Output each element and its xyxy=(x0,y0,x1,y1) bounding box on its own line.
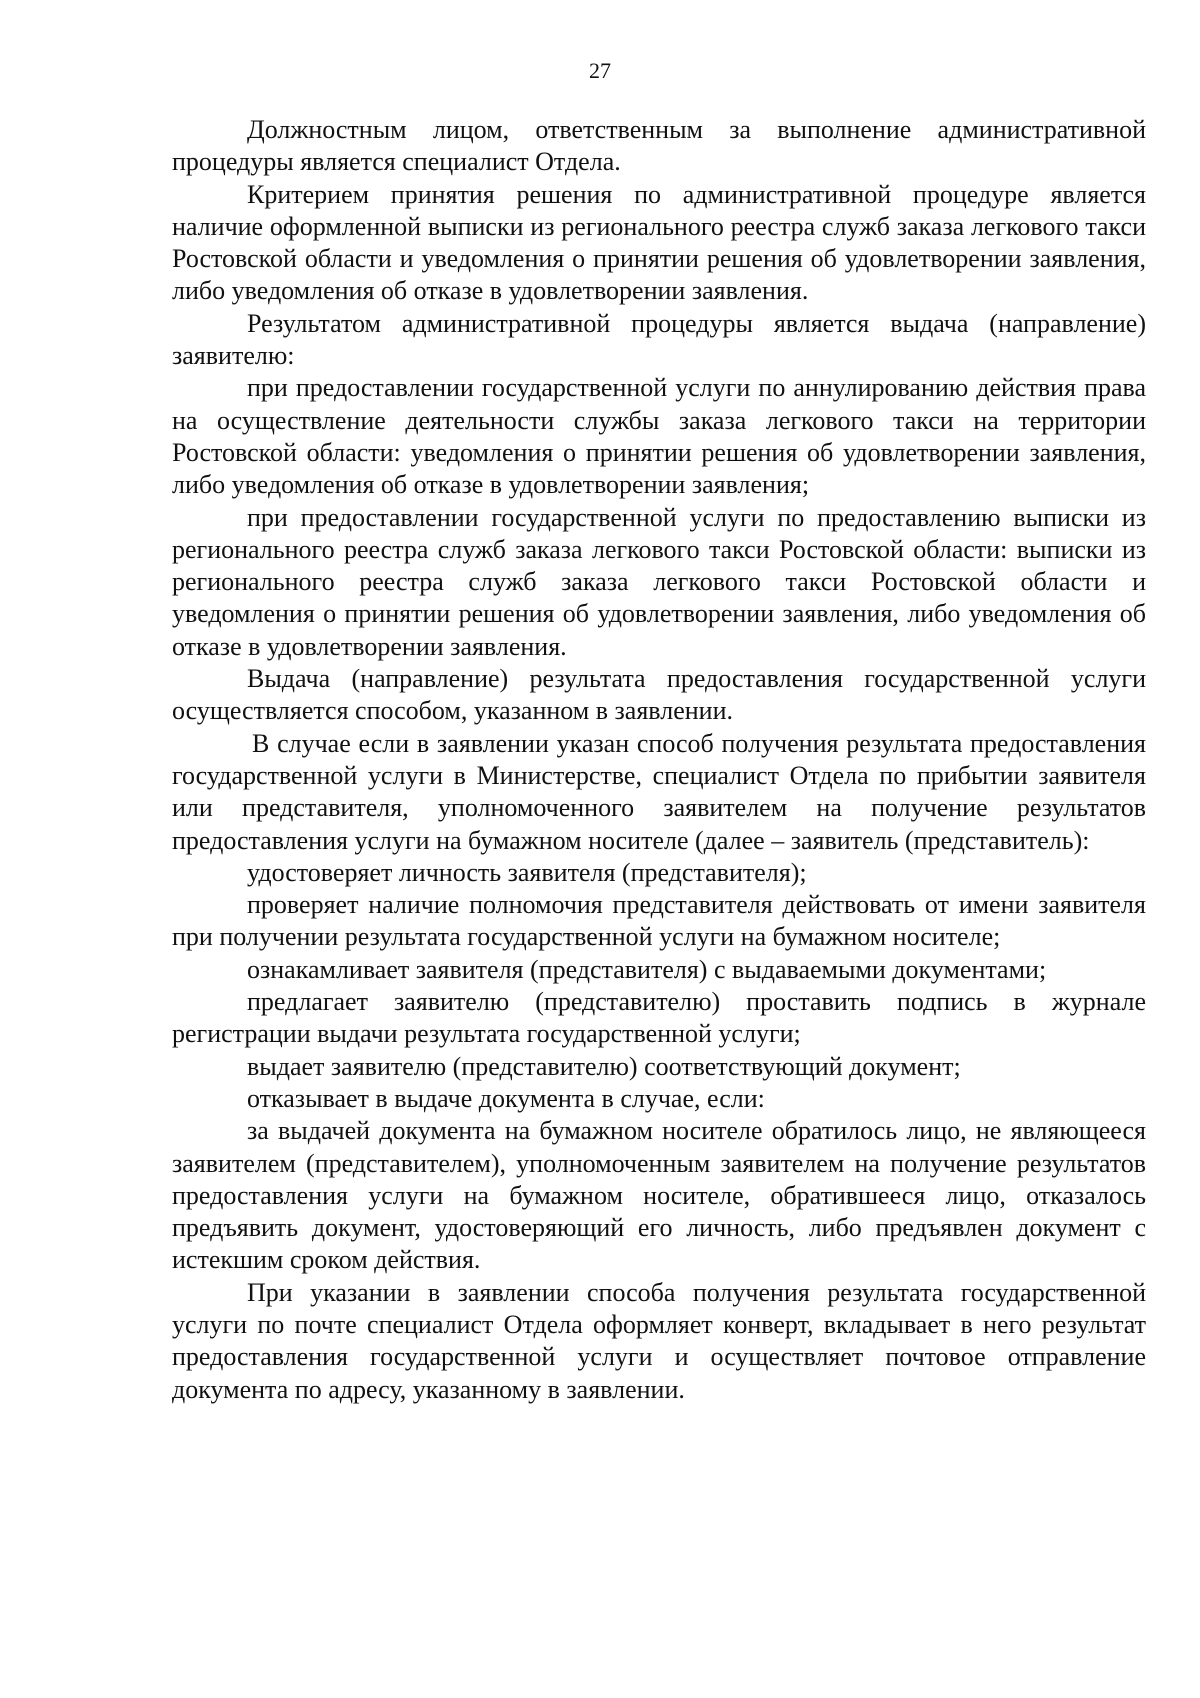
list-item-check-authority: проверяет наличие полномочия представителя действовать от имени заявителя при получении результата государственной услуги на бумажном носителе; xyxy=(172,890,1146,952)
list-item-verify-identity: удостоверяет личность заявителя (представителя); xyxy=(247,857,807,887)
paragraph-postal-delivery: При указании в заявлении способа получения результата государственной услуги по почте специалист Отдела оформляет конверт, вкладывает в него результат предоставления государственной услуги и осуществляет почтовое отправление документа по адресу, указанному в заявлении. xyxy=(172,1277,1146,1404)
page-number: 27 xyxy=(589,58,611,83)
paragraph-extract-service: при предоставлении государственной услуги по предоставлению выписки из регионального реестра служб заказа легкового такси Ростовской области: выписки из регионального реестра служб заказа легкового такси Ростовской области и уведомления о принятии решения об удовлетворении заявления, либо уведомления об отказе в удовлетворении заявления. xyxy=(172,502,1146,661)
paragraph-responsible-official: Должностным лицом, ответственным за выполнение административной процедуры является специалист Отдела. xyxy=(172,115,1146,177)
paragraph-issuance-method: Выдача (направление) результата предоставления государственной услуги осуществляется способом, указанном в заявлении. xyxy=(172,664,1146,726)
paragraph-decision-criterion: Критерием принятия решения по административной процедуре является наличие оформленной выписки из регионального реестра служб заказа легкового такси Ростовской области и уведомления о принятии решения об удовлетворении заявления, либо уведомления об отказе в удовлетворении заявления. xyxy=(172,179,1146,306)
list-item-issue-document: выдает заявителю (представителю) соответствующий документ; xyxy=(247,1051,961,1081)
paragraph-annulment-service: при предоставлении государственной услуги по аннулированию действия права на осуществление деятельности службы заказа легкового такси на территории Ростовской области: уведомления о принятии решения об удовлетворении заявления, либо уведомления об отказе в удовлетворении заявления; xyxy=(172,373,1146,500)
paragraph-ministry-pickup: В случае если в заявлении указан способ получения результата предоставления государственной услуги в Министерстве, специалист Отдела по прибытии заявителя или представителя, уполномоченного заявителем на получение результатов предоставления услуги на бумажном носителе (далее – заявитель (представитель): xyxy=(172,728,1146,855)
list-item-familiarize: ознакамливает заявителя (представителя) с выдаваемыми документами; xyxy=(247,954,1047,984)
list-item-signature: предлагает заявителю (представителю) проставить подпись в журнале регистрации выдачи результата государственной услуги; xyxy=(172,987,1146,1049)
paragraph-procedure-result: Результатом административной процедуры является выдача (направление) заявителю: xyxy=(172,308,1146,371)
paragraph-refusal-conditions: за выдачей документа на бумажном носителе обратилось лицо, не являющееся заявителем (представителем), уполномоченным заявителем на получение результатов предоставления услуги на бумажном носителе, обратившееся лицо, отказалось предъявить документ, удостоверяющий его личность, либо предъявлен документ с истекшим сроком действия. xyxy=(172,1116,1146,1275)
document-body xyxy=(172,114,1146,1406)
list-item-refuse-issue: отказывает в выдаче документа в случае, если: xyxy=(247,1083,765,1113)
